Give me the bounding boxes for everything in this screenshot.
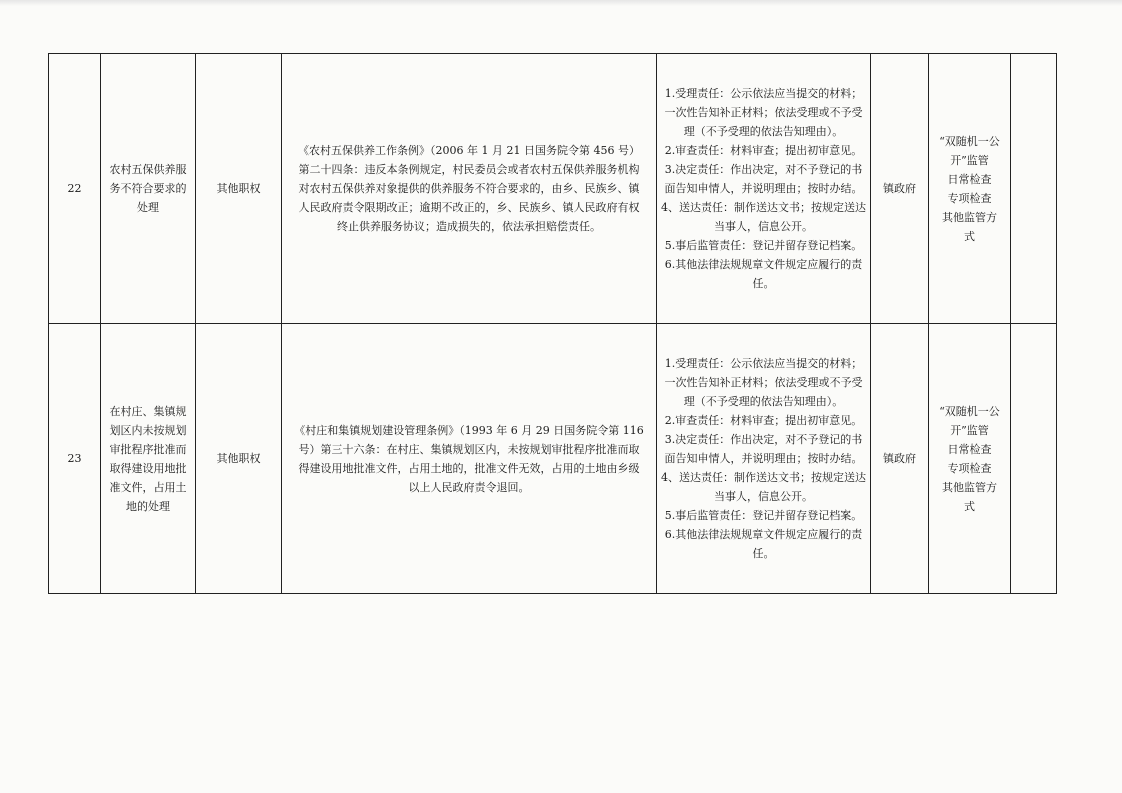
- legal-basis: 《农村五保供养工作条例》（2006 年 1 月 21 日国务院令第 456 号）第二十四条：违反本条例规定，村民委员会或者农村五保供养服务机构对农村五保供养对象提供的供养服务不符合要求的，由乡、民族乡、镇人民政府责令限期改正；逾期不改正的，乡、民族乡、镇人民政府有权终止供养服务协议；造成损失的，依法承担赔偿责任。: [282, 54, 657, 324]
- responsibility-item: 6.其他法律法规规章文件规定应履行的责任。: [664, 258, 863, 290]
- remark-cell: [1011, 54, 1057, 324]
- row-number: 23: [49, 324, 101, 594]
- responsibility-item: 4、送达责任：制作送达文书；按规定送达当事人，信息公开。: [661, 471, 866, 503]
- row-number: 22: [49, 54, 101, 324]
- responsibility-item: 1.受理责任：公示依法应当提交的材料；一次性告知补正材料；依法受理或不予受理（不予受理的依法告知理由）。: [664, 87, 863, 138]
- power-category: 其他职权: [196, 54, 282, 324]
- power-list-table: [48, 53, 1057, 594]
- supervision-method: 其他监管方式: [942, 210, 997, 243]
- power-category: 其他职权: [196, 324, 282, 594]
- legal-basis: 《村庄和集镇规划建设管理条例》（1993 年 6 月 29 日国务院令第 116 号）第三十六条：在村庄、集镇规划区内，未按规划审批程序批准而取得建设用地批准文件，占用土地的，批准文件无效，占用的土地由乡级以上人民政府责令退回。: [282, 324, 657, 594]
- supervision-methods: [929, 324, 1011, 594]
- item-name: 农村五保供养服务不符合要求的处理: [101, 54, 196, 324]
- supervision-method: 日常检查: [947, 442, 992, 456]
- responsibility-item: 2.审查责任：材料审查；提出初审意见。: [664, 414, 863, 427]
- supervision-method: 专项检查: [947, 461, 992, 475]
- responsibility-item: 3.决定责任：作出决定，对不予登记的书面告知申情人，并说明理由；按时办结。: [664, 433, 863, 465]
- supervision-method: 其他监管方式: [942, 480, 997, 513]
- responsibility-list: [657, 54, 871, 324]
- responsibility-item: 3.决定责任：作出决定，对不予登记的书面告知申情人，并说明理由；按时办结。: [664, 163, 863, 195]
- scan-edge: [0, 0, 1122, 6]
- supervision-method: “双随机一公开”监管: [939, 134, 1000, 167]
- responsibility-item: 5.事后监管责任：登记并留存登记档案。: [664, 239, 863, 252]
- table-row: [49, 324, 1057, 594]
- supervision-method: “双随机一公开”监管: [939, 404, 1000, 437]
- item-name: 在村庄、集镇规划区内未按规划审批程序批准而取得建设用地批准文件，占用土地的处理: [101, 324, 196, 594]
- responsibility-item: 5.事后监管责任：登记并留存登记档案。: [664, 509, 863, 522]
- responsible-subject: 镇政府: [871, 324, 929, 594]
- responsibility-item: 4、送达责任：制作送达文书；按规定送达当事人，信息公开。: [661, 201, 866, 233]
- table-row: [49, 54, 1057, 324]
- supervision-method: 日常检查: [947, 172, 992, 186]
- supervision-methods: [929, 54, 1011, 324]
- responsibility-list: [657, 324, 871, 594]
- remark-cell: [1011, 324, 1057, 594]
- responsibility-item: 2.审查责任：材料审查；提出初审意见。: [664, 144, 863, 157]
- responsibility-item: 1.受理责任：公示依法应当提交的材料；一次性告知补正材料；依法受理或不予受理（不予受理的依法告知理由）。: [664, 357, 863, 408]
- responsible-subject: 镇政府: [871, 54, 929, 324]
- responsibility-item: 6.其他法律法规规章文件规定应履行的责任。: [664, 528, 863, 560]
- supervision-method: 专项检查: [947, 191, 992, 205]
